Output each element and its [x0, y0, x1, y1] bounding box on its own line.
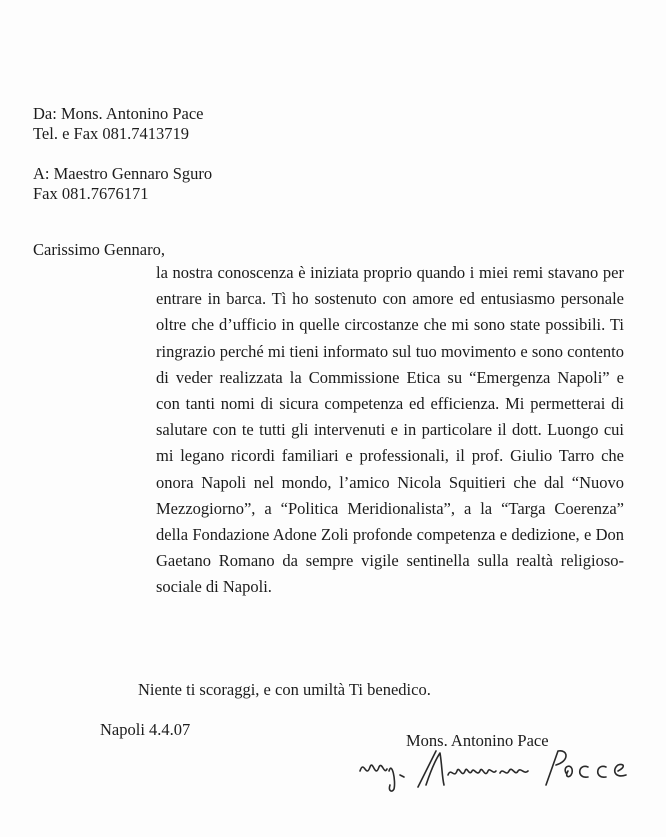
handwritten-signature	[356, 745, 646, 795]
signature-stroke	[580, 766, 588, 777]
signer-name: Mons. Antonino Pace	[406, 731, 549, 750]
signature-stroke	[598, 766, 606, 777]
signature-stroke	[360, 765, 387, 771]
signature-stroke	[389, 768, 395, 791]
signature-stroke	[448, 769, 496, 775]
signature-stroke	[426, 753, 444, 785]
signature-stroke	[500, 769, 528, 773]
closing-blessing: Niente ti scoraggi, e con umiltà Ti benedico.	[138, 680, 431, 699]
recipient-fax: Fax 081.7676171	[33, 184, 149, 203]
signature-stroke	[565, 766, 572, 776]
signature-stroke	[615, 764, 626, 775]
recipient-name: A: Maestro Gennaro Sguro	[33, 164, 213, 183]
signature-stroke	[546, 751, 566, 785]
place-date: Napoli 4.4.07	[100, 720, 191, 739]
sender-name: Da: Mons. Antonino Pace	[33, 104, 204, 123]
signature-stroke	[400, 775, 404, 777]
salutation: Carissimo Gennaro,	[33, 240, 165, 259]
letter-body	[156, 260, 624, 601]
sender-contact: Tel. e Fax 081.7413719	[33, 124, 190, 143]
letter-body-paragraph: la nostra conoscenza è iniziata proprio quando i miei remi stavano per entrare in barca. Tì ho sostenuto con amore ed entusiasmo personale oltre che d’ufficio in quelle circostanze che mi sono state possibili. Ti ringrazio perché mi tieni informato sul tuo movimento e sono contento di veder realizzata la Commissione Etica su “Emergenza Napoli” e con tanti nomi di sicura competenza ed efficienza. Mi permetterai di salutare con te tutti gli intervenuti e in particolare il dott. Luongo cui mi legano ricordi familiari e professionali, il prof. Giulio Tarro che onora Napoli nel mondo, l’amico Nicola Squitieri che dal “Nuovo Mezzogiorno”, a “Politica Meridionalista”, a la “Targa Coerenza” della Fondazione Adone Zoli profonde competenza e dedizione, e Don Gaetano Romano da sempre vigile sentinella sulla realtà religioso-sociale di Napoli.	[156, 263, 624, 597]
